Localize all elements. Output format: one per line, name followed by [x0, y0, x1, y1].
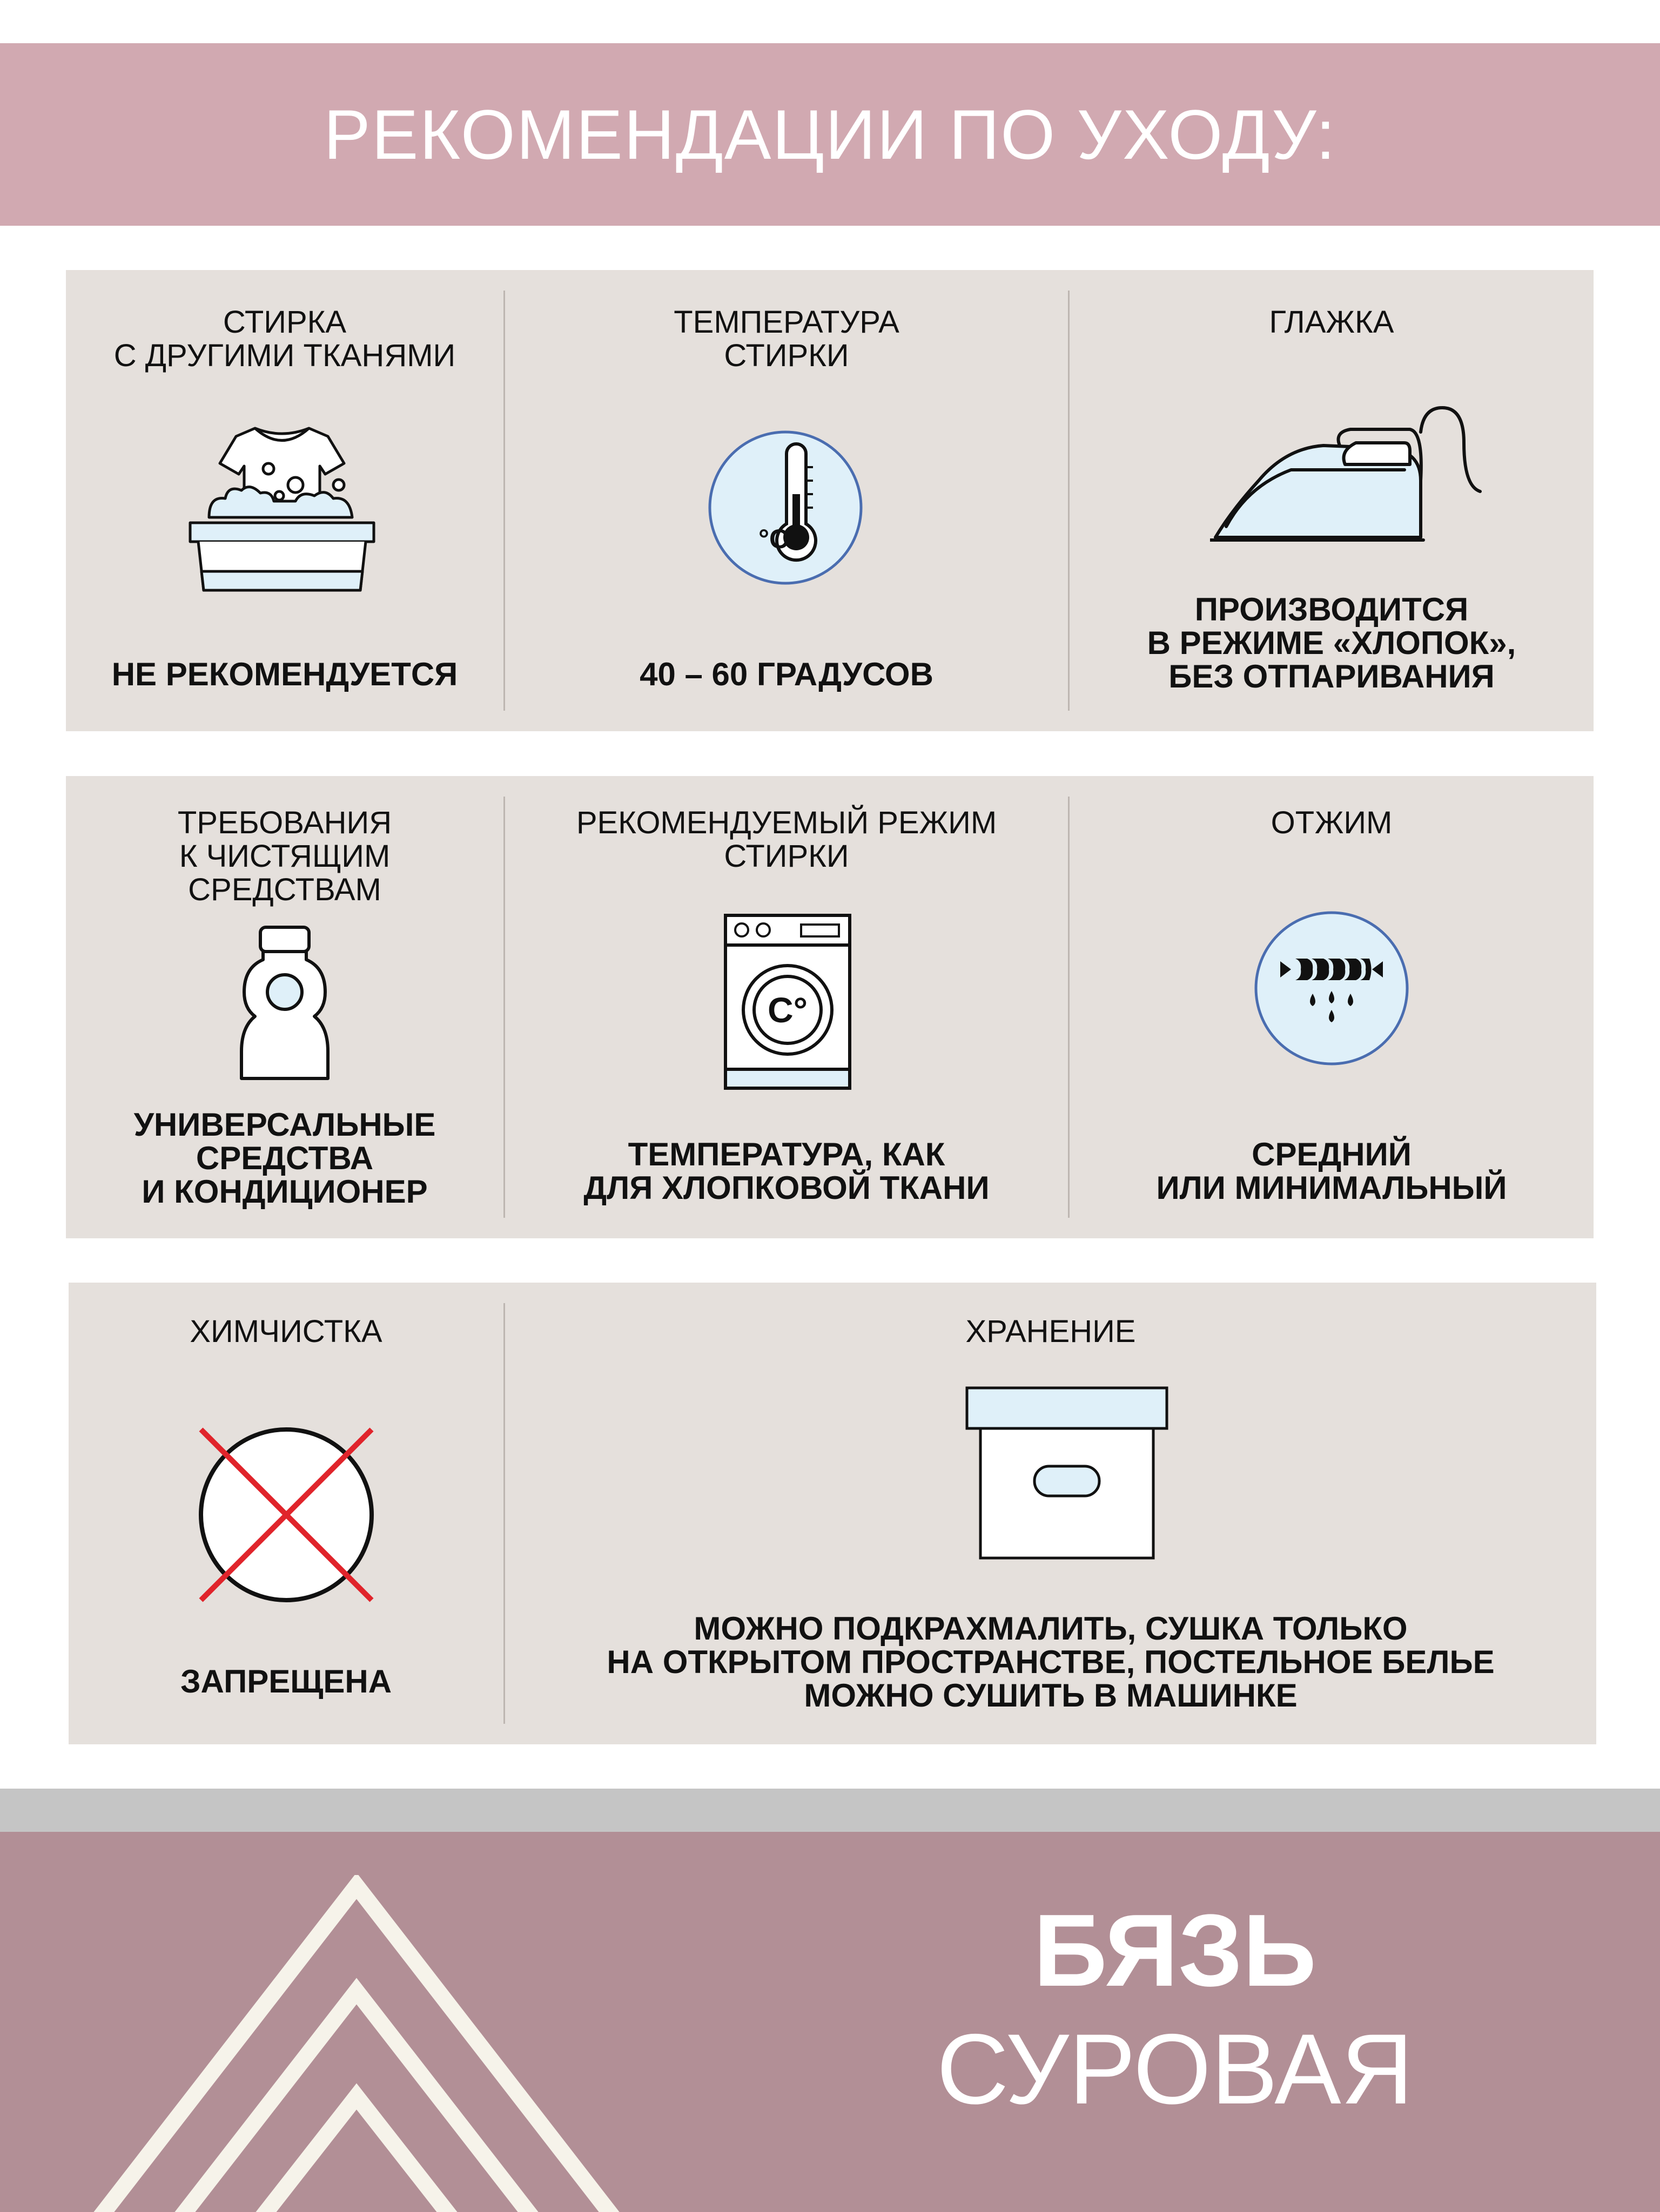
page-title: РЕКОМЕНДАЦИИ ПО УХОДУ:	[324, 95, 1336, 174]
care-item-cleaning-agents	[66, 776, 503, 1238]
care-value: МОЖНО ПОДКРАХМАЛИТЬ, СУШКА ТОЛЬКО НА ОТКРЫТОМ ПРОСТРАНСТВЕ, ПОСТЕЛЬНОЕ БЕЛЬЕ МОЖНО СУШИТЬ В МАШИНКЕ	[607, 1610, 1495, 1714]
wring-icon	[1253, 910, 1410, 1067]
footer-brand-banner	[0, 1832, 1660, 2212]
washing-machine-icon	[723, 913, 852, 1091]
care-item-ironing	[1070, 270, 1594, 731]
care-panel-3	[69, 1283, 1596, 1744]
header-banner	[0, 43, 1660, 226]
care-value: 40 – 60 ГРАДУСОВ	[640, 656, 933, 692]
care-value: ЗАПРЕЩЕНА	[180, 1663, 392, 1700]
care-value: СРЕДНИЙ ИЛИ МИНИМАЛЬНЫЙ	[1156, 1136, 1507, 1206]
triangle-logo-icon	[86, 1875, 627, 2212]
care-title: СТИРКА С ДРУГИМИ ТКАНЯМИ	[113, 305, 456, 373]
celsius-label: °C	[758, 524, 789, 554]
care-value: ТЕМПЕРАТУРА, КАК ДЛЯ ХЛОПКОВОЙ ТКАНИ	[583, 1136, 990, 1206]
brand-subtitle: СУРОВАЯ	[936, 2014, 1414, 2125]
care-item-dry-cleaning	[69, 1283, 503, 1744]
storage-box-icon	[964, 1385, 1170, 1563]
brand-name: БЯЗЬ	[1033, 1893, 1316, 2008]
iron-icon	[1210, 400, 1491, 545]
care-value: НЕ РЕКОМЕНДУЕТСЯ	[111, 656, 458, 692]
care-item-wash-temperature	[505, 270, 1068, 731]
care-value: УНИВЕРСАЛЬНЫЕ СРЕДСТВА И КОНДИЦИОНЕР	[133, 1107, 436, 1210]
care-item-storage	[505, 1283, 1596, 1744]
washing-basin-icon	[187, 415, 377, 604]
care-title: ГЛАЖКА	[1269, 305, 1394, 340]
care-title: РЕКОМЕНДУЕМЫЙ РЕЖИМ СТИРКИ	[576, 805, 997, 874]
care-title: ТРЕБОВАНИЯ К ЧИСТЯЩИМ СРЕДСТВАМ	[177, 805, 392, 907]
no-dry-clean-icon	[194, 1423, 378, 1607]
thermometer-icon	[707, 429, 864, 586]
care-title: ХИМЧИСТКА	[190, 1314, 382, 1349]
care-item-washing-with-others	[66, 270, 503, 731]
care-title: ТЕМПЕРАТУРА СТИРКИ	[674, 305, 899, 373]
care-item-wash-mode	[505, 776, 1068, 1238]
separator-band	[0, 1789, 1660, 1832]
care-item-spin	[1070, 776, 1594, 1238]
care-title: ОТЖИМ	[1271, 805, 1393, 840]
care-value: ПРОИЗВОДИТСЯ В РЕЖИМЕ «ХЛОПОК», БЕЗ ОТПАРИВАНИЯ	[1147, 591, 1516, 694]
care-panel-2	[66, 776, 1594, 1238]
celsius-label: C°	[767, 990, 808, 1030]
care-title: ХРАНЕНИЕ	[965, 1314, 1136, 1349]
detergent-bottle-icon	[236, 922, 333, 1084]
care-panel-1	[66, 270, 1594, 731]
